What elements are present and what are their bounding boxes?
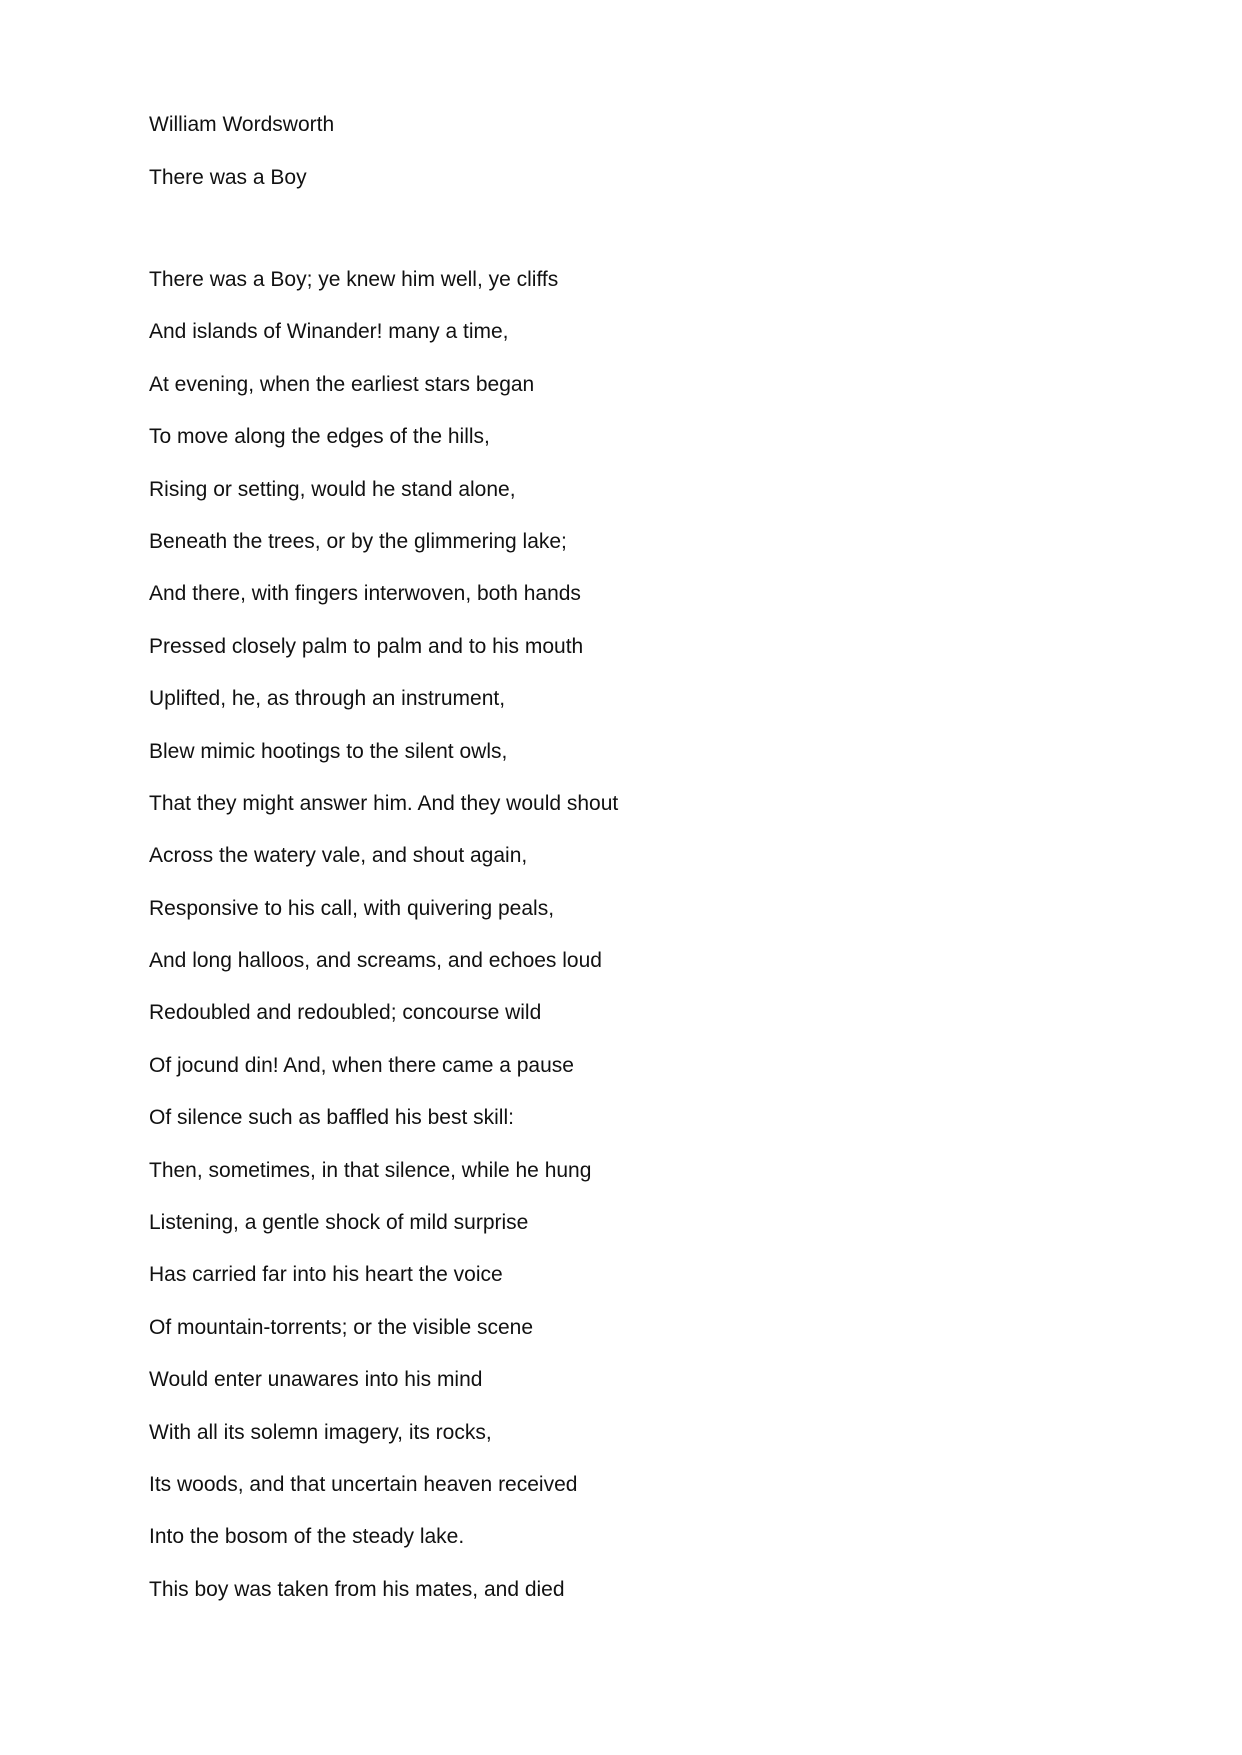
- poem-line: Listening, a gentle shock of mild surprise: [149, 1211, 529, 1235]
- poem-line: Beneath the trees, or by the glimmering lake;: [149, 529, 567, 553]
- poem-line: And there, with fingers interwoven, both hands: [149, 582, 581, 606]
- poem-title: There was a Boy: [149, 166, 307, 189]
- poem-line: Into the bosom of the steady lake.: [149, 1525, 465, 1549]
- author-name: William Wordsworth: [149, 113, 335, 136]
- poem-line: That they might answer him. And they would shout: [149, 791, 619, 815]
- poem-line: Across the watery vale, and shout again,: [149, 844, 528, 868]
- poem-line: And islands of Winander! many a time,: [149, 320, 509, 344]
- poem-line: Of silence such as baffled his best skill:: [149, 1106, 514, 1130]
- poem-line: This boy was taken from his mates, and died: [149, 1577, 565, 1601]
- poem-line: Of mountain-torrents; or the visible scene: [149, 1315, 534, 1339]
- poem-line: To move along the edges of the hills,: [149, 425, 490, 449]
- poem-line: And long halloos, and screams, and echoes loud: [149, 949, 602, 973]
- poem-line: Responsive to his call, with quivering peals,: [149, 896, 555, 920]
- poem-line: At evening, when the earliest stars began: [149, 372, 535, 396]
- poem-line: With all its solemn imagery, its rocks,: [149, 1420, 492, 1444]
- poem-line: Pressed closely palm to palm and to his mouth: [149, 634, 584, 658]
- poem-line: Then, sometimes, in that silence, while he hung: [149, 1158, 592, 1182]
- poem-line: Its woods, and that uncertain heaven received: [149, 1472, 578, 1496]
- poem-line: Redoubled and redoubled; concourse wild: [149, 1001, 542, 1025]
- poem-line: Would enter unawares into his mind: [149, 1368, 483, 1392]
- poem-line: Has carried far into his heart the voice: [149, 1263, 503, 1287]
- poem-line: Rising or setting, would he stand alone,: [149, 477, 516, 501]
- poem-line: Blew mimic hootings to the silent owls,: [149, 739, 508, 763]
- poem-line: Uplifted, he, as through an instrument,: [149, 687, 506, 711]
- poem-line: Of jocund din! And, when there came a pause: [149, 1053, 574, 1077]
- poem-line: There was a Boy; ye knew him well, ye cliffs: [149, 268, 559, 291]
- poem-body: [149, 266, 618, 1628]
